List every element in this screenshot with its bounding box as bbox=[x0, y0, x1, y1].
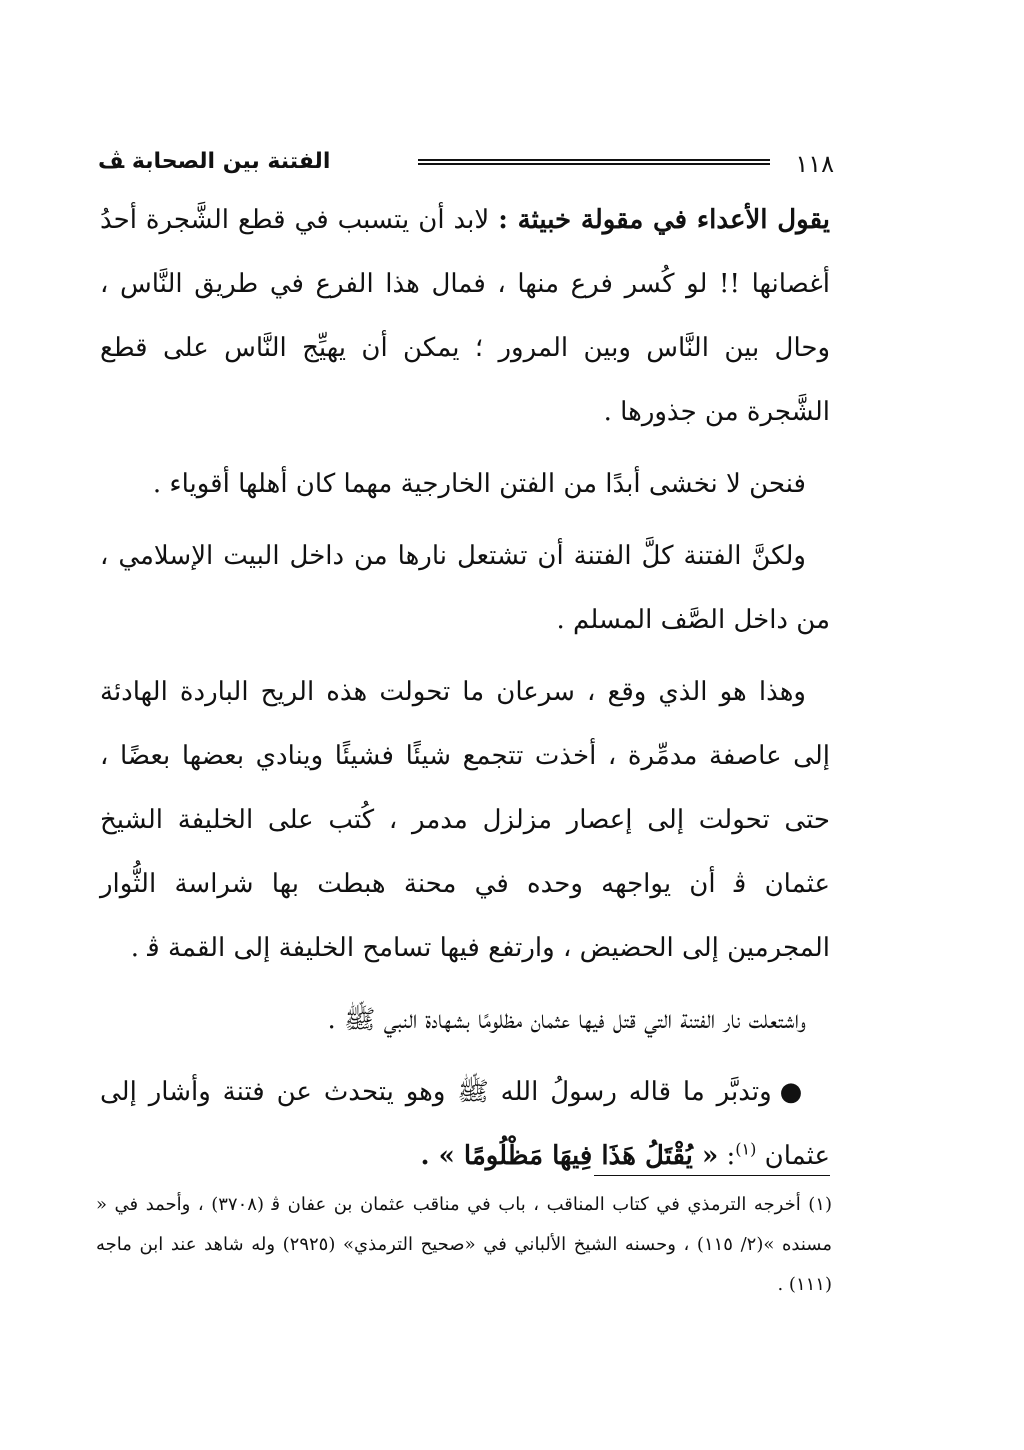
footnote-separator bbox=[594, 1175, 830, 1176]
header-double-rule bbox=[418, 159, 770, 165]
paragraph-1-text: لابد أن يتسبب في قطع الشَّجرة أحدُ أغصانها !! لو كُسر فرع منها ، فمال هذا الفرع في طريق النَّاس ، وحال بين النَّاس وبين المرور ؛ يمكن أن يهيِّج النَّاس على قطع الشَّجرة من جذورها . bbox=[100, 205, 830, 427]
page-number: ١١٨ bbox=[795, 150, 834, 178]
running-title: الفتنة بين الصحابة ﭫ bbox=[98, 149, 331, 174]
footnote-1: (١) أخرجه الترمذي في كتاب المناقب ، باب في مناقب عثمان بن عفان ﭬ (٣٧٠٨) ، وأحمد في « مسنده »(٢/ ١١٥) ، وحسنه الشيخ الألباني في «صحيح الترمذي» (٢٩٢٥) وله شاهد عند ابن ماجه (١١١) . bbox=[96, 1194, 832, 1295]
paragraph-6 bbox=[100, 1060, 830, 1188]
page-header bbox=[98, 145, 834, 185]
paragraph-5: واشتعلت نار الفتنة التي قتل فيها عثمان مظلومًا بشهادة النبي ﷺ . bbox=[327, 1005, 806, 1035]
paragraph-3: ولكنَّ الفتنة كلَّ الفتنة أن تشتعل نارها من داخل البيت الإسلامي ، من داخل الصَّف المسلم . bbox=[100, 541, 830, 635]
body-text bbox=[100, 188, 831, 1171]
bullet-icon: ● bbox=[779, 1077, 806, 1107]
paragraph-1 bbox=[100, 188, 830, 444]
paragraph-4: وهذا هو الذي وقع ، سرعان ما تحولت هذه الريح الباردة الهادئة إلى عاصفة مدمِّرة ، أخذت تتجمع شيئًا فشيئًا وينادي بعضها بعضًا ، حتى تحولت إلى إعصار مزلزل مدمر ، كُتب على الخليفة الشيخ عثمان ﭬ أن يواجهه وحده في محنة هبطت بها شراسة الثُّوار المجرمين إلى الحضيض ، وارتفع فيها تسامح الخليفة إلى القمة ﭬ . bbox=[100, 677, 830, 963]
paragraph-1-lead: يقول الأعداء في مقولة خبيثة : bbox=[498, 205, 831, 235]
paragraph-6-text: وتدبَّر ما قاله رسولُ الله ﷺ وهو يتحدث عن فتنة وأشار إلى عثمان bbox=[100, 1077, 830, 1171]
hadith-quote: « يُقْتَلُ هَذَا فِيهَا مَظْلُومًا » . bbox=[420, 1141, 719, 1171]
paragraph-6-colon: : bbox=[718, 1141, 736, 1171]
footnote-ref[interactable]: (١) bbox=[735, 1139, 757, 1159]
paragraph-2: فنحن لا نخشى أبدًا من الفتن الخارجية مهما كان أهلها أقوياء . bbox=[152, 469, 806, 499]
footnotes bbox=[96, 1185, 832, 1315]
